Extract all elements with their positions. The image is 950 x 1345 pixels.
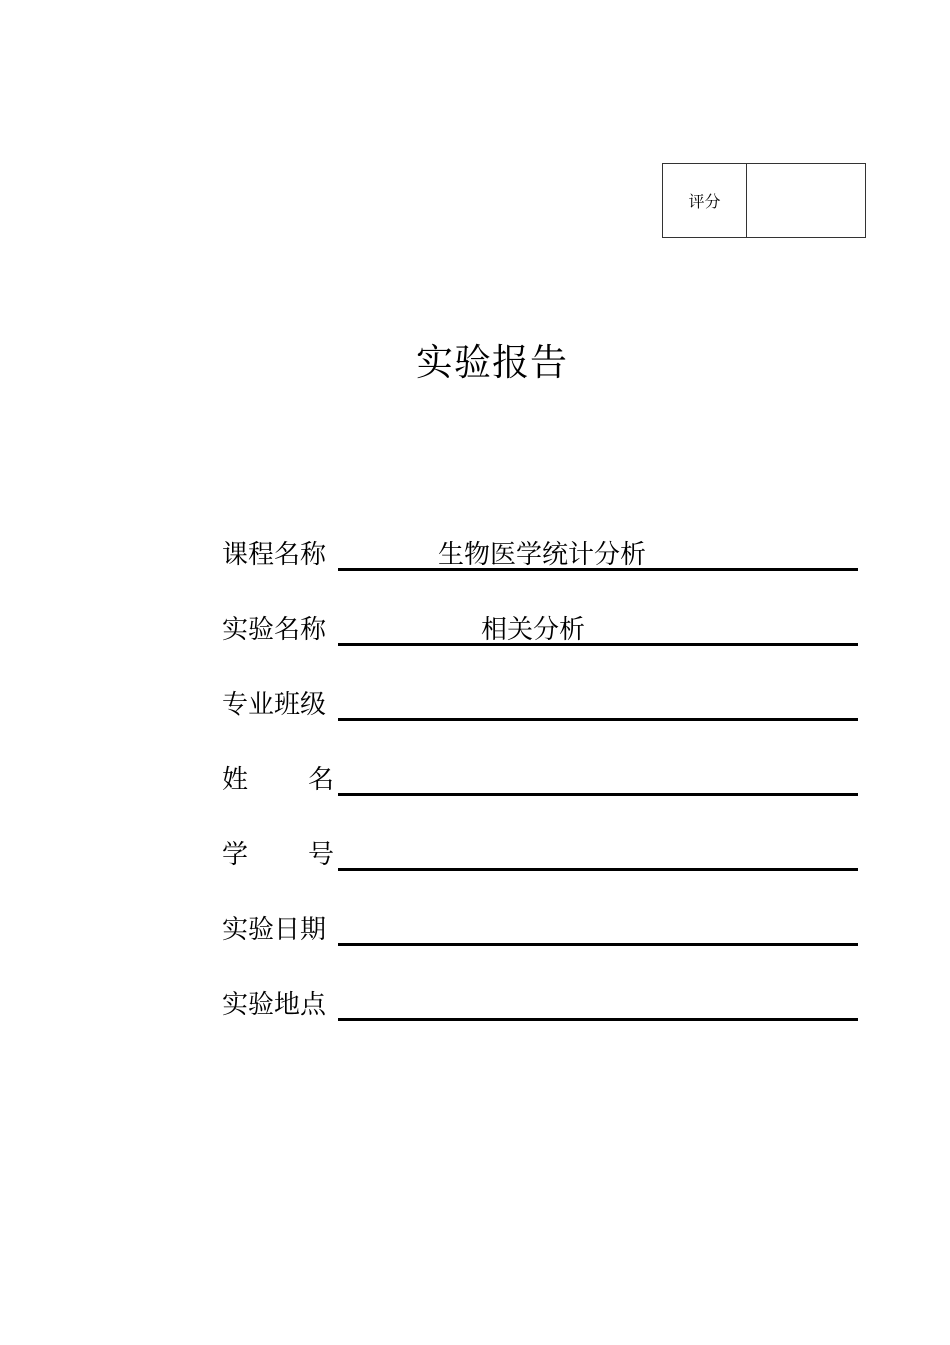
experiment-date-underline[interactable] bbox=[338, 943, 858, 946]
experiment-name-row bbox=[222, 603, 858, 643]
experiment-name-underline[interactable] bbox=[338, 643, 858, 646]
major-class-row bbox=[222, 678, 858, 718]
experiment-date-label: 实验日期 bbox=[222, 915, 327, 945]
course-name-label: 课程名称 bbox=[222, 540, 327, 570]
score-box bbox=[662, 163, 866, 238]
experiment-name-label: 实验名称 bbox=[222, 615, 327, 645]
student-name-row bbox=[222, 753, 858, 793]
student-name-label bbox=[222, 767, 334, 793]
major-class-underline[interactable] bbox=[338, 718, 858, 721]
score-value-field[interactable] bbox=[747, 164, 865, 237]
experiment-name-value: 相关分析 bbox=[481, 615, 586, 645]
student-id-label-char2: 号 bbox=[307, 840, 334, 870]
experiment-location-row bbox=[222, 978, 858, 1018]
experiment-location-underline[interactable] bbox=[338, 1018, 858, 1021]
student-id-row bbox=[222, 828, 858, 868]
student-name-label-char2: 名 bbox=[307, 765, 334, 795]
student-id-label bbox=[222, 842, 334, 868]
student-name-underline[interactable] bbox=[338, 793, 858, 796]
experiment-date-row bbox=[222, 903, 858, 943]
experiment-location-label: 实验地点 bbox=[222, 990, 327, 1020]
student-id-underline[interactable] bbox=[338, 868, 858, 871]
student-name-label-char1: 姓 bbox=[222, 765, 249, 795]
course-name-row bbox=[222, 528, 858, 568]
student-id-label-char1: 学 bbox=[222, 840, 249, 870]
major-class-label: 专业班级 bbox=[222, 690, 327, 720]
score-label: 评分 bbox=[663, 164, 747, 237]
course-name-value: 生物医学统计分析 bbox=[438, 540, 647, 570]
document-title: 实验报告 bbox=[416, 341, 568, 384]
